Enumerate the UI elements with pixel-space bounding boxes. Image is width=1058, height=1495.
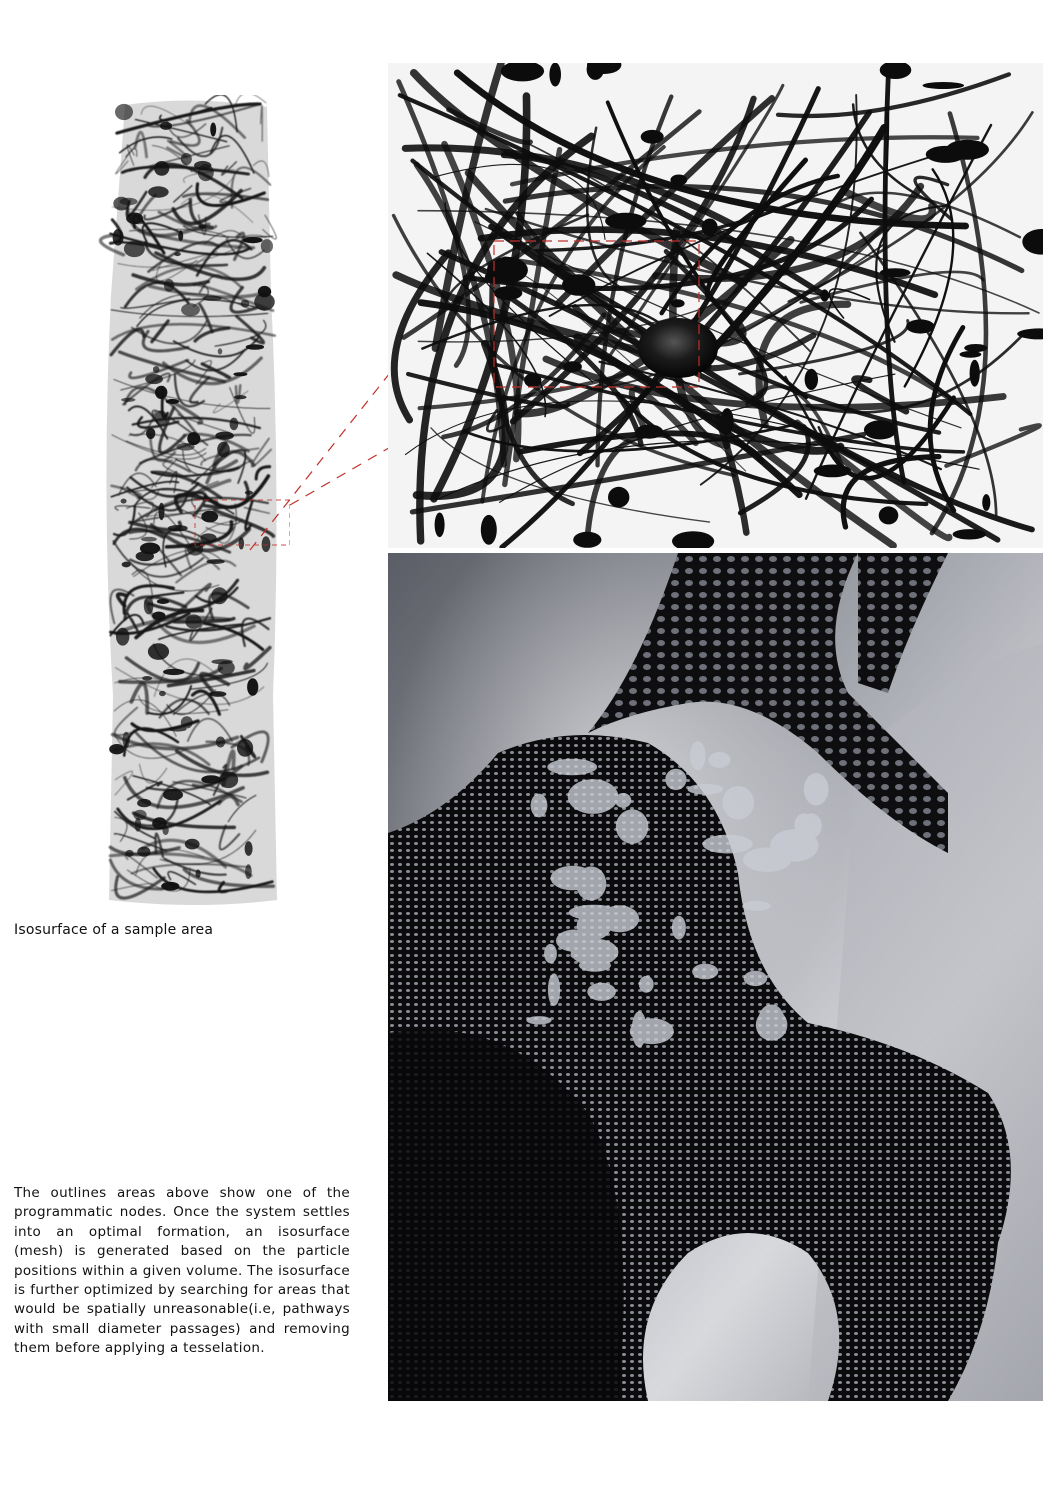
closeup-render-image xyxy=(388,63,1043,548)
image-caption: Isosurface of a sample area xyxy=(14,922,214,938)
description-paragraph: The outlines areas above show one of the programmatic nodes. Once the system settles into an optimal formation, an isosurface (mesh) is generated based on the particle positions within a given volume. The isosurface is further optimized by searching for areas that would be spatially unreasonable(i.e, pathways with small diameter passages) and removing them before applying a tesselation. xyxy=(14,1185,350,1357)
interior-render-image xyxy=(388,553,1043,1401)
